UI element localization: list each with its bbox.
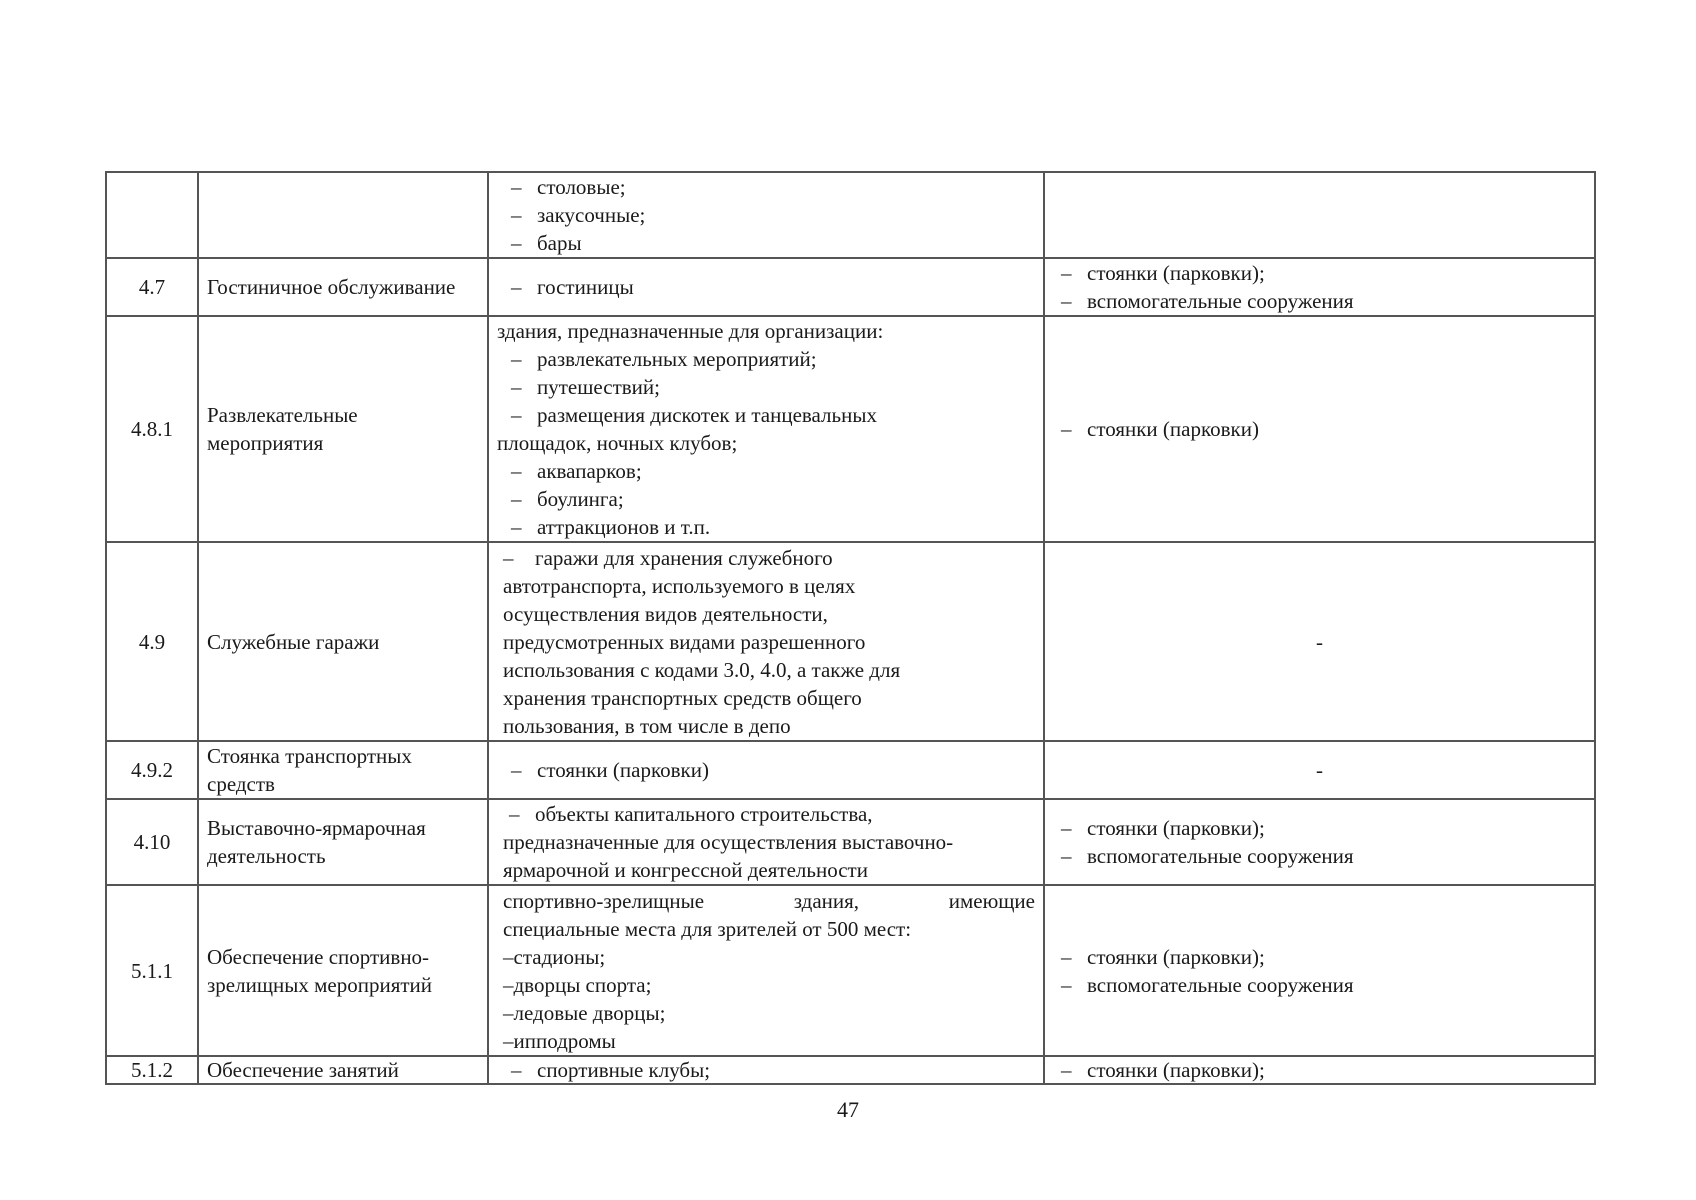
table-row (106, 885, 1595, 1056)
text-line: предназначенные для осуществления выставочно- (503, 830, 954, 854)
list-item: –дворцы спорта; (503, 972, 652, 997)
table-row (106, 1056, 1595, 1084)
text-line: предусмотренных видами разрешенного (503, 629, 866, 654)
auxiliary-use-cell: - (1044, 542, 1595, 741)
intro-text: спортивно-зрелищные здания, имеющие (503, 888, 1035, 913)
code-cell: 4.9 (106, 542, 198, 741)
list-item: – путешествий; (511, 375, 660, 399)
list-item: – гаражи для хранения служебного (503, 545, 833, 570)
list-item: – аквапарков; (511, 459, 642, 483)
continuation-text: площадок, ночных клубов; (497, 431, 738, 455)
name-cell: Обеспечение спортивно-зрелищных мероприятий (198, 885, 488, 1056)
code-cell: 4.8.1 (106, 316, 198, 542)
main-use-cell (488, 885, 1044, 1056)
list-item: – стоянки (парковки) (511, 758, 709, 782)
list-item: – стоянки (парковки) (1061, 417, 1259, 441)
main-use-cell (488, 316, 1044, 542)
list-item: – бары (511, 231, 582, 255)
table-row (106, 316, 1595, 542)
text-line: автотранспорта, используемого в целях (503, 573, 856, 598)
table-row (106, 172, 1595, 258)
text-line: ярмарочной и конгрессной деятельности (503, 858, 868, 882)
permitted-use-table (105, 171, 1596, 1085)
auxiliary-use-cell (1044, 172, 1595, 258)
text-line: осуществления видов деятельности, (503, 601, 828, 626)
name-cell: Служебные гаражи (198, 542, 488, 741)
auxiliary-use-cell (1044, 799, 1595, 885)
list-item: – спортивные клубы; (511, 1058, 711, 1082)
list-item: – гостиницы (511, 275, 634, 299)
list-item: – столовые; (511, 175, 626, 199)
list-item: – боулинга; (511, 487, 624, 511)
auxiliary-use-cell (1044, 316, 1595, 542)
table-row (106, 542, 1595, 741)
code-cell: 4.7 (106, 258, 198, 316)
table-row (106, 799, 1595, 885)
code-cell (106, 172, 198, 258)
auxiliary-use-cell (1044, 1056, 1595, 1084)
list-item: –ипподромы (503, 1028, 616, 1053)
main-use-cell (488, 1056, 1044, 1084)
list-item: – вспомогательные сооружения (1061, 289, 1354, 313)
intro-text-line: специальные места для зрителей от 500 мест: (503, 916, 912, 941)
code-cell: 4.10 (106, 799, 198, 885)
name-cell: Гостиничное обслуживание (198, 258, 488, 316)
text-line: пользования, в том числе в депо (503, 713, 791, 738)
name-cell: Обеспечение занятий (198, 1056, 488, 1084)
list-item: – объекты капитального строительства, (509, 802, 873, 826)
code-cell: 5.1.2 (106, 1056, 198, 1084)
list-item: – размещения дискотек и танцевальных (511, 403, 877, 427)
table-row (106, 741, 1595, 799)
table-row (106, 258, 1595, 316)
main-use-cell (488, 542, 1044, 741)
list-item: – стоянки (парковки); (1061, 1058, 1265, 1082)
text-line: использования с кодами 3.0, 4.0, а также для (503, 657, 901, 682)
page-number: 47 (837, 1097, 859, 1122)
intro-text: здания, предназначенные для организации: (497, 319, 884, 343)
list-item: – стоянки (парковки); (1061, 261, 1265, 285)
name-cell: Выставочно-ярмарочная деятельность (198, 799, 488, 885)
name-cell: Стоянка транспортных средств (198, 741, 488, 799)
auxiliary-use-cell: - (1044, 741, 1595, 799)
list-item: – аттракционов и т.п. (511, 515, 711, 539)
list-item: –ледовые дворцы; (503, 1000, 666, 1025)
list-item: –стадионы; (503, 944, 606, 969)
name-cell: Развлекательные мероприятия (198, 316, 488, 542)
auxiliary-use-cell (1044, 258, 1595, 316)
list-item: – развлекательных мероприятий; (511, 347, 817, 371)
main-use-cell (488, 799, 1044, 885)
main-use-cell (488, 172, 1044, 258)
code-cell: 5.1.1 (106, 885, 198, 1056)
list-item: – стоянки (парковки); (1061, 816, 1265, 840)
main-use-cell (488, 741, 1044, 799)
auxiliary-use-cell (1044, 885, 1595, 1056)
name-cell (198, 172, 488, 258)
main-use-cell (488, 258, 1044, 316)
list-item: – стоянки (парковки); (1061, 944, 1265, 969)
text-line: хранения транспортных средств общего (503, 685, 862, 710)
list-item: – закусочные; (511, 203, 646, 227)
list-item: – вспомогательные сооружения (1061, 844, 1354, 868)
list-item: – вспомогательные сооружения (1061, 972, 1354, 997)
code-cell: 4.9.2 (106, 741, 198, 799)
